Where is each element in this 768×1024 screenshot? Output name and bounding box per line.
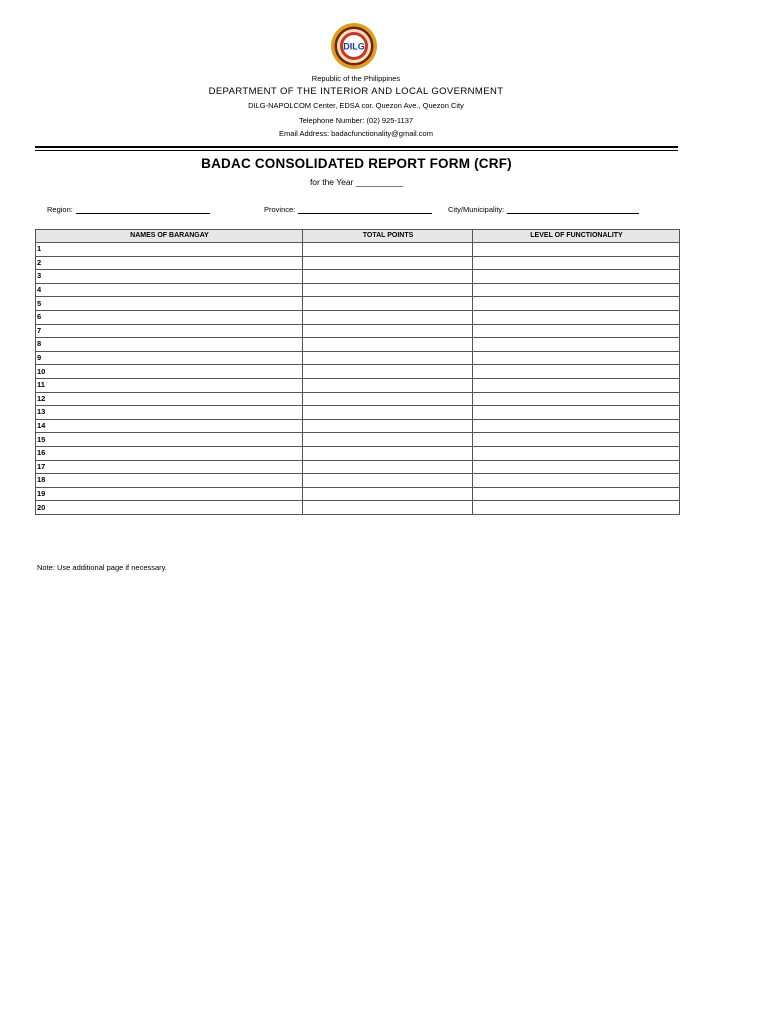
level-of-functionality-cell[interactable] — [473, 487, 680, 501]
row-number-cell[interactable]: 12 — [36, 392, 303, 406]
table-row — [36, 365, 680, 379]
table-row — [36, 297, 680, 311]
level-of-functionality-cell[interactable] — [473, 270, 680, 284]
table-row — [36, 406, 680, 420]
row-number-cell[interactable]: 3 — [36, 270, 303, 284]
total-points-cell[interactable] — [303, 351, 473, 365]
total-points-cell[interactable] — [303, 406, 473, 420]
city-field — [448, 204, 639, 214]
region-label: Region: — [47, 205, 73, 214]
barangay-table — [35, 229, 680, 515]
row-number-cell[interactable]: 13 — [36, 406, 303, 420]
table-row — [36, 433, 680, 447]
column-header-total-points: TOTAL POINTS — [303, 230, 473, 243]
region-blank-line[interactable] — [76, 204, 210, 214]
city-label: City/Municipality: — [448, 205, 505, 214]
level-of-functionality-cell[interactable] — [473, 501, 680, 515]
level-of-functionality-cell[interactable] — [473, 243, 680, 257]
table-row — [36, 351, 680, 365]
table-row — [36, 474, 680, 488]
level-of-functionality-cell[interactable] — [473, 406, 680, 420]
level-of-functionality-cell[interactable] — [473, 460, 680, 474]
logo-text: DILG — [343, 41, 365, 52]
total-points-cell[interactable] — [303, 460, 473, 474]
region-field — [47, 204, 210, 214]
total-points-cell[interactable] — [303, 392, 473, 406]
table-row — [36, 501, 680, 515]
total-points-cell[interactable] — [303, 446, 473, 460]
column-header-level: LEVEL OF FUNCTIONALITY — [473, 230, 680, 243]
table-row — [36, 392, 680, 406]
department-name: DEPARTMENT OF THE INTERIOR AND LOCAL GOVERNMENT — [208, 86, 504, 97]
level-of-functionality-cell[interactable] — [473, 324, 680, 338]
city-blank-line[interactable] — [507, 204, 639, 214]
level-of-functionality-cell[interactable] — [473, 433, 680, 447]
table-row — [36, 283, 680, 297]
level-of-functionality-cell[interactable] — [473, 446, 680, 460]
row-number-cell[interactable]: 14 — [36, 419, 303, 433]
row-number-cell[interactable]: 19 — [36, 487, 303, 501]
table-row — [36, 446, 680, 460]
row-number-cell[interactable]: 11 — [36, 378, 303, 392]
total-points-cell[interactable] — [303, 365, 473, 379]
form-title: BADAC CONSOLIDATED REPORT FORM (CRF) — [201, 156, 512, 171]
email-address: Email Address: badacfunctionality@gmail.com — [279, 129, 433, 138]
row-number-cell[interactable]: 10 — [36, 365, 303, 379]
dilg-seal-logo — [330, 22, 378, 70]
total-points-cell[interactable] — [303, 324, 473, 338]
row-number-cell[interactable]: 6 — [36, 310, 303, 324]
total-points-cell[interactable] — [303, 297, 473, 311]
republic-line: Republic of the Philippines — [311, 74, 401, 83]
total-points-cell[interactable] — [303, 378, 473, 392]
row-number-cell[interactable]: 17 — [36, 460, 303, 474]
office-address: DILG-NAPOLCOM Center, EDSA cor. Quezon Ave., Quezon City — [248, 101, 464, 110]
table-row — [36, 460, 680, 474]
row-number-cell[interactable]: 20 — [36, 501, 303, 515]
table-row — [36, 378, 680, 392]
row-number-cell[interactable]: 7 — [36, 324, 303, 338]
total-points-cell[interactable] — [303, 419, 473, 433]
table-row — [36, 270, 680, 284]
year-field: for the Year __________ — [309, 177, 404, 187]
row-number-cell[interactable]: 2 — [36, 256, 303, 270]
column-header-barangay: NAMES OF BARANGAY — [36, 230, 303, 243]
row-number-cell[interactable]: 1 — [36, 243, 303, 257]
row-number-cell[interactable]: 5 — [36, 297, 303, 311]
total-points-cell[interactable] — [303, 310, 473, 324]
table-header-row — [36, 230, 680, 243]
table-row — [36, 338, 680, 352]
table-row — [36, 243, 680, 257]
row-number-cell[interactable]: 9 — [36, 351, 303, 365]
level-of-functionality-cell[interactable] — [473, 351, 680, 365]
total-points-cell[interactable] — [303, 256, 473, 270]
total-points-cell[interactable] — [303, 501, 473, 515]
table-row — [36, 419, 680, 433]
level-of-functionality-cell[interactable] — [473, 474, 680, 488]
table-row — [36, 310, 680, 324]
row-number-cell[interactable]: 18 — [36, 474, 303, 488]
level-of-functionality-cell[interactable] — [473, 297, 680, 311]
row-number-cell[interactable]: 8 — [36, 338, 303, 352]
level-of-functionality-cell[interactable] — [473, 419, 680, 433]
level-of-functionality-cell[interactable] — [473, 283, 680, 297]
row-number-cell[interactable]: 4 — [36, 283, 303, 297]
total-points-cell[interactable] — [303, 433, 473, 447]
level-of-functionality-cell[interactable] — [473, 256, 680, 270]
level-of-functionality-cell[interactable] — [473, 392, 680, 406]
total-points-cell[interactable] — [303, 283, 473, 297]
total-points-cell[interactable] — [303, 338, 473, 352]
province-label: Province: — [264, 205, 296, 214]
total-points-cell[interactable] — [303, 474, 473, 488]
row-number-cell[interactable]: 15 — [36, 433, 303, 447]
province-blank-line[interactable] — [298, 204, 432, 214]
total-points-cell[interactable] — [303, 243, 473, 257]
level-of-functionality-cell[interactable] — [473, 310, 680, 324]
footnote: Note: Use additional page if necessary. — [37, 563, 167, 572]
total-points-cell[interactable] — [303, 270, 473, 284]
level-of-functionality-cell[interactable] — [473, 378, 680, 392]
total-points-cell[interactable] — [303, 487, 473, 501]
level-of-functionality-cell[interactable] — [473, 338, 680, 352]
header-divider-thick — [35, 146, 678, 148]
header-divider-thin — [35, 150, 678, 151]
level-of-functionality-cell[interactable] — [473, 365, 680, 379]
province-field — [264, 204, 432, 214]
table-row — [36, 256, 680, 270]
telephone-number: Telephone Number: (02) 925-1137 — [298, 116, 414, 125]
table-row — [36, 324, 680, 338]
table-row — [36, 487, 680, 501]
row-number-cell[interactable]: 16 — [36, 446, 303, 460]
